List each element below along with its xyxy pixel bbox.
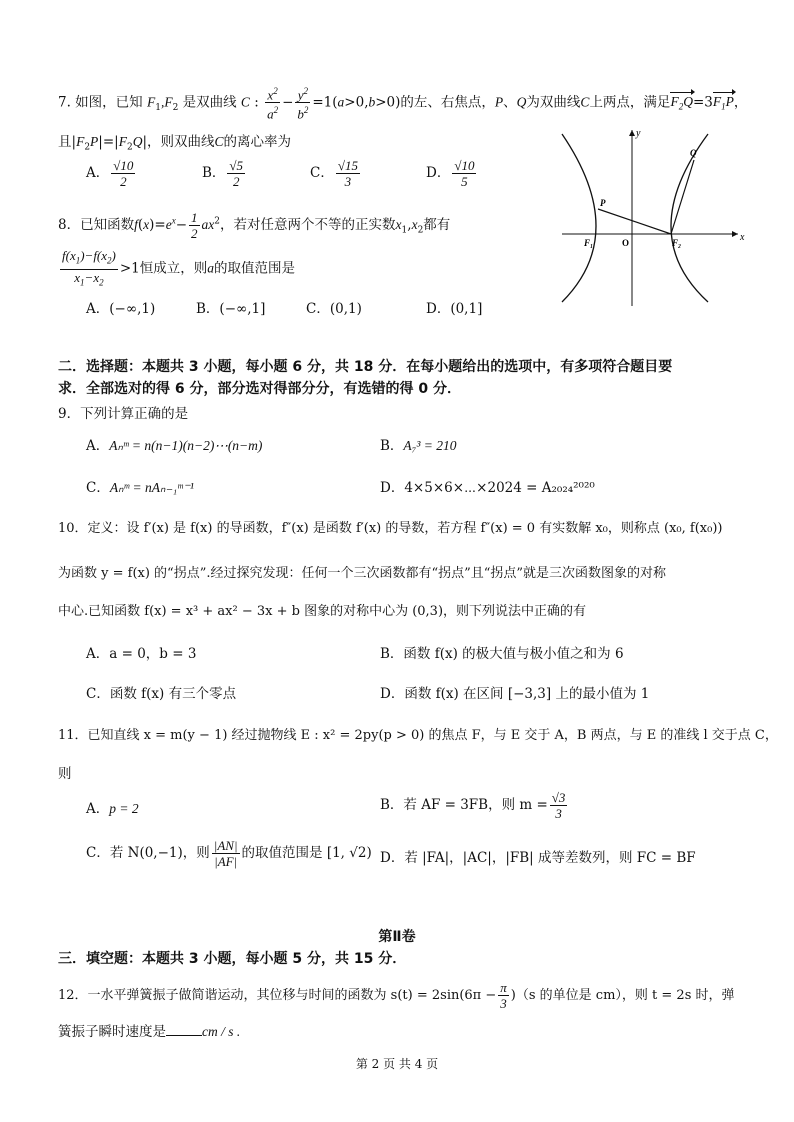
f1-label: F₁	[584, 238, 594, 248]
answer-blank[interactable]	[166, 1023, 202, 1036]
q10-option-b[interactable]: B．函数 f(x) 的极大值与极小值之和为 6	[380, 646, 624, 662]
q8-option-c[interactable]: C．(0,1)	[306, 301, 362, 317]
q10-line3: 中心.已知函数 f(x) = x³ + ax² − 3x + b 图象的对称中心为 (0,3)，则下列说法中正确的有	[58, 604, 587, 619]
left-branch	[562, 134, 596, 302]
section2-heading-line1: 二．选择题：本题共 3 小题，每小题 6 分，共 18 分．在每小题给出的选项中，有多项符合题目要	[58, 359, 673, 375]
section2-heading-line2: 求．全部选对的得 6 分，部分选对得部分分，有选错的得 0 分．	[58, 381, 461, 397]
q9-option-d[interactable]: D．4×5×6×⋯×2024 = A₂₀₂₄²⁰²⁰	[380, 480, 595, 496]
q10-option-c[interactable]: C．函数 f(x) 有三个零点	[86, 686, 237, 702]
q9-option-c[interactable]: C．Aₙᵐ = nAₙ₋₁ᵐ⁻¹	[86, 480, 194, 496]
q8-option-b[interactable]: B．(−∞,1]	[196, 301, 266, 317]
q8-stem-line2: $\frac{f(x_1)-f(x_2)}{x_1-x_2}$ >1恒成立，则a的取值范围是	[62, 248, 296, 288]
q7-option-b[interactable]: B． $\frac{√5}{2}$	[202, 158, 244, 189]
q7-stem-line1: 7. 如图，已知 $F_1,F_2$ 是双曲线 C : $\frac{x^2}{a^2}$ − $\frac{y^2}{b^2}$ =1(a>0,b>0)的左、右焦点，P、Q为双曲线C上两点，满足$F_2Q=3F_1P$，	[58, 86, 748, 122]
hyperbola-figure	[560, 124, 750, 308]
q8-stem-line1: 8．已知函数$f(x)=e^x-$ $\frac{1}{2}$ $ax^2$，若对任意两个不等的正实数$x_1,x_2$都有	[58, 210, 451, 241]
axis-x-label: x	[740, 232, 745, 243]
section3-heading: 三．填空题：本题共 3 小题，每小题 5 分，共 15 分．	[58, 951, 407, 967]
page-footer: 第 2 页 共 4 页	[355, 1057, 439, 1071]
segment-f2q	[671, 160, 694, 234]
q7-option-a[interactable]: A． $\frac{√10}{2}$	[86, 158, 134, 189]
q7-stem-line2: 且$|F_2P|=|F_2Q|$，则双曲线C的离心率为	[58, 134, 292, 153]
q11-line2: 则	[58, 766, 72, 782]
q11-line1: 11．已知直线 x = m(y − 1) 经过抛物线 E : x² = 2py(p > 0) 的焦点 F，与 E 交于 A，B 两点，与 E 的准线 l 交于点 C，	[58, 728, 778, 743]
origin-label: O	[622, 238, 630, 248]
q11-option-d[interactable]: D．若 |FA|，|AC|，|FB| 成等差数列，则 FC = BF	[380, 850, 696, 866]
segment-pf2	[598, 209, 671, 234]
q9-option-b[interactable]: B．A₇³ = 210	[380, 438, 457, 454]
q-label: Q	[690, 148, 697, 158]
part2-title: 第Ⅱ卷	[378, 929, 416, 945]
q12-line1: 12．一水平弹簧振子做简谐运动，其位移与时间的函数为 s(t) = 2sin(6π − $\frac{\pi}{3}$ )（s 的单位是 cm），则 t = 2s 时，弹	[58, 980, 735, 1011]
q8-option-a[interactable]: A．(−∞,1)	[86, 301, 156, 317]
q7-option-c[interactable]: C． $\frac{√15}{3}$	[310, 158, 358, 189]
q10-option-a[interactable]: A．a = 0，b = 3	[86, 646, 197, 662]
q11-option-a[interactable]: A．p = 2	[86, 801, 139, 817]
p-label: P	[600, 198, 606, 208]
q10-option-d[interactable]: D．函数 f(x) 在区间 [−3,3] 上的最小值为 1	[380, 686, 650, 702]
q10-line2: 为函数 y = f(x) 的“拐点”.经过探究发现：任何一个三次函数都有“拐点”且“拐点”就是三次函数图象的对称	[58, 566, 667, 581]
q11-option-b[interactable]: B．若 AF = 3FB，则 m = $\frac{√3}{3}$	[380, 790, 566, 821]
q10-line1: 10．定义：设 f′(x) 是 f(x) 的导函数，f″(x) 是函数 f′(x) 的导数，若方程 f″(x) = 0 有实数解 x₀，则称点 (x₀, f(x₀))	[58, 521, 723, 536]
q9-option-a[interactable]: A．Aₙᵐ = n(n−1)(n−2)⋯(n−m)	[86, 438, 263, 454]
q11-option-c[interactable]: C．若 N(0,−1)，则 $\frac{|AN|}{|AF|}$ 的取值范围是 [1, √2)	[86, 838, 372, 869]
q8-option-d[interactable]: D．(0,1]	[426, 301, 483, 317]
q7-option-d[interactable]: D． $\frac{√10}{5}$	[426, 158, 475, 189]
axis-y-label: y	[636, 128, 641, 139]
q12-line2: 簧振子瞬时速度是 cm / s .	[58, 1024, 241, 1040]
q9-stem: 9．下列计算正确的是	[58, 406, 189, 422]
f2-label: F₂	[672, 238, 682, 248]
